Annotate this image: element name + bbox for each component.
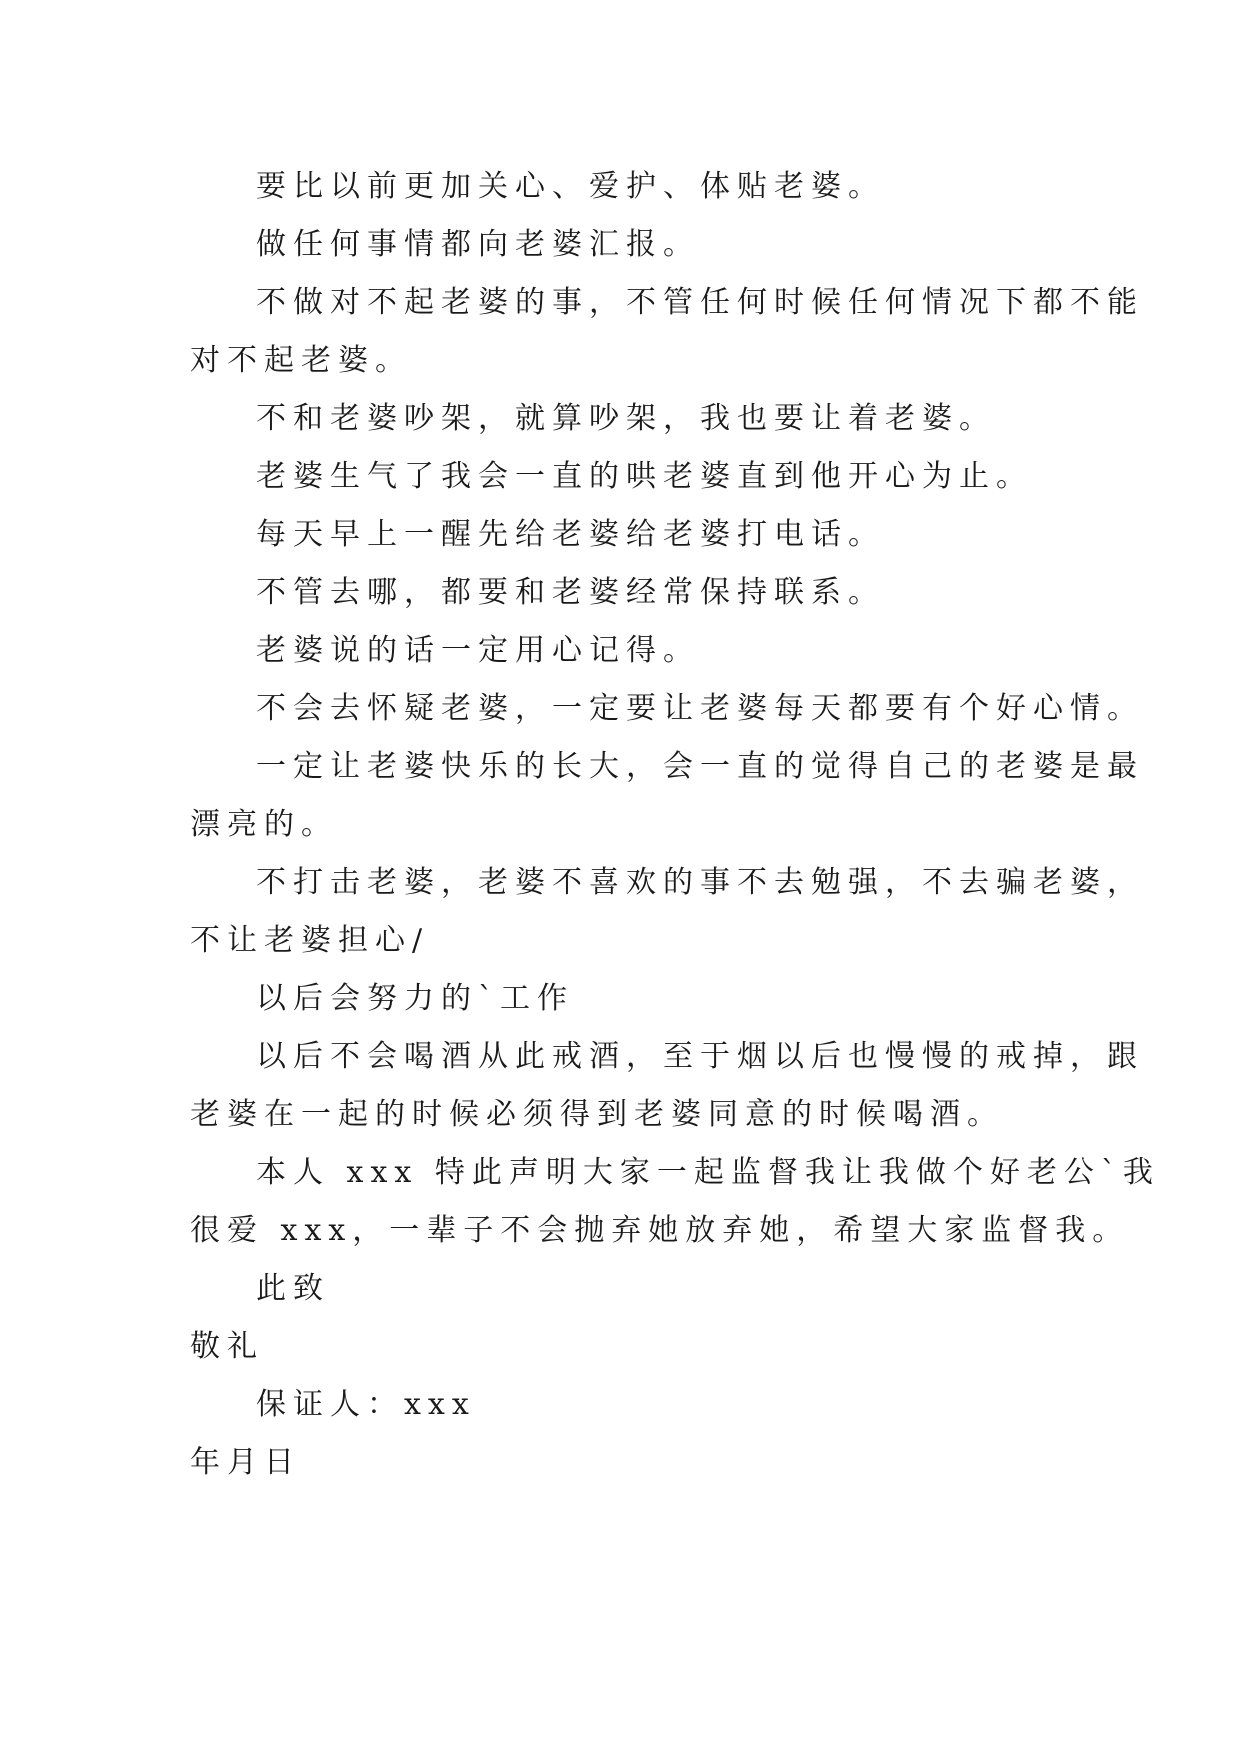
paragraph-line: 很爱 xxx，一辈子不会抛弃她放弃她，希望大家监督我。 <box>190 1213 1130 1248</box>
paragraph-line: 不会去怀疑老婆，一定要让老婆每天都要有个好心情。 <box>256 691 1144 726</box>
paragraph-line: 老婆生气了我会一直的哄老婆直到他开心为止。 <box>256 459 1033 494</box>
paragraph-line: 以后不会喝酒从此戒酒，至于烟以后也慢慢的戒掉，跟 <box>256 1039 1144 1074</box>
paragraph-line: 要比以前更加关心、爱护、体贴老婆。 <box>256 169 885 204</box>
paragraph-line: 做任何事情都向老婆汇报。 <box>256 227 700 262</box>
paragraph-line: 老婆说的话一定用心记得。 <box>256 633 700 668</box>
paragraph-line: 一定让老婆快乐的长大，会一直的觉得自己的老婆是最 <box>256 749 1144 784</box>
paragraph-line: 不让老婆担心/ <box>190 923 430 958</box>
paragraph-line: 不管去哪，都要和老婆经常保持联系。 <box>256 575 885 610</box>
paragraph-line: 每天早上一醒先给老婆给老婆打电话。 <box>256 517 885 552</box>
paragraph-line: 老婆在一起的时候必须得到老婆同意的时候喝酒。 <box>190 1097 1004 1132</box>
date-line: 年月日 <box>190 1445 301 1480</box>
paragraph-line: 以后会努力的`工作 <box>256 981 574 1016</box>
paragraph-line: 对不起老婆。 <box>190 343 412 378</box>
paragraph-line: 不和老婆吵架，就算吵架，我也要让着老婆。 <box>256 401 996 436</box>
closing-salutation: 此致 <box>256 1271 330 1306</box>
paragraph-line: 本人 xxx 特此声明大家一起监督我让我做个好老公`我 <box>256 1155 1160 1190</box>
paragraph-line: 不打击老婆，老婆不喜欢的事不去勉强，不去骗老婆， <box>256 865 1144 900</box>
paragraph-line: 漂亮的。 <box>190 807 338 842</box>
paragraph-line: 不做对不起老婆的事，不管任何时候任何情况下都不能 <box>256 285 1144 320</box>
closing-regards: 敬礼 <box>190 1329 264 1364</box>
guarantor-signature: 保证人：xxx <box>256 1387 476 1422</box>
